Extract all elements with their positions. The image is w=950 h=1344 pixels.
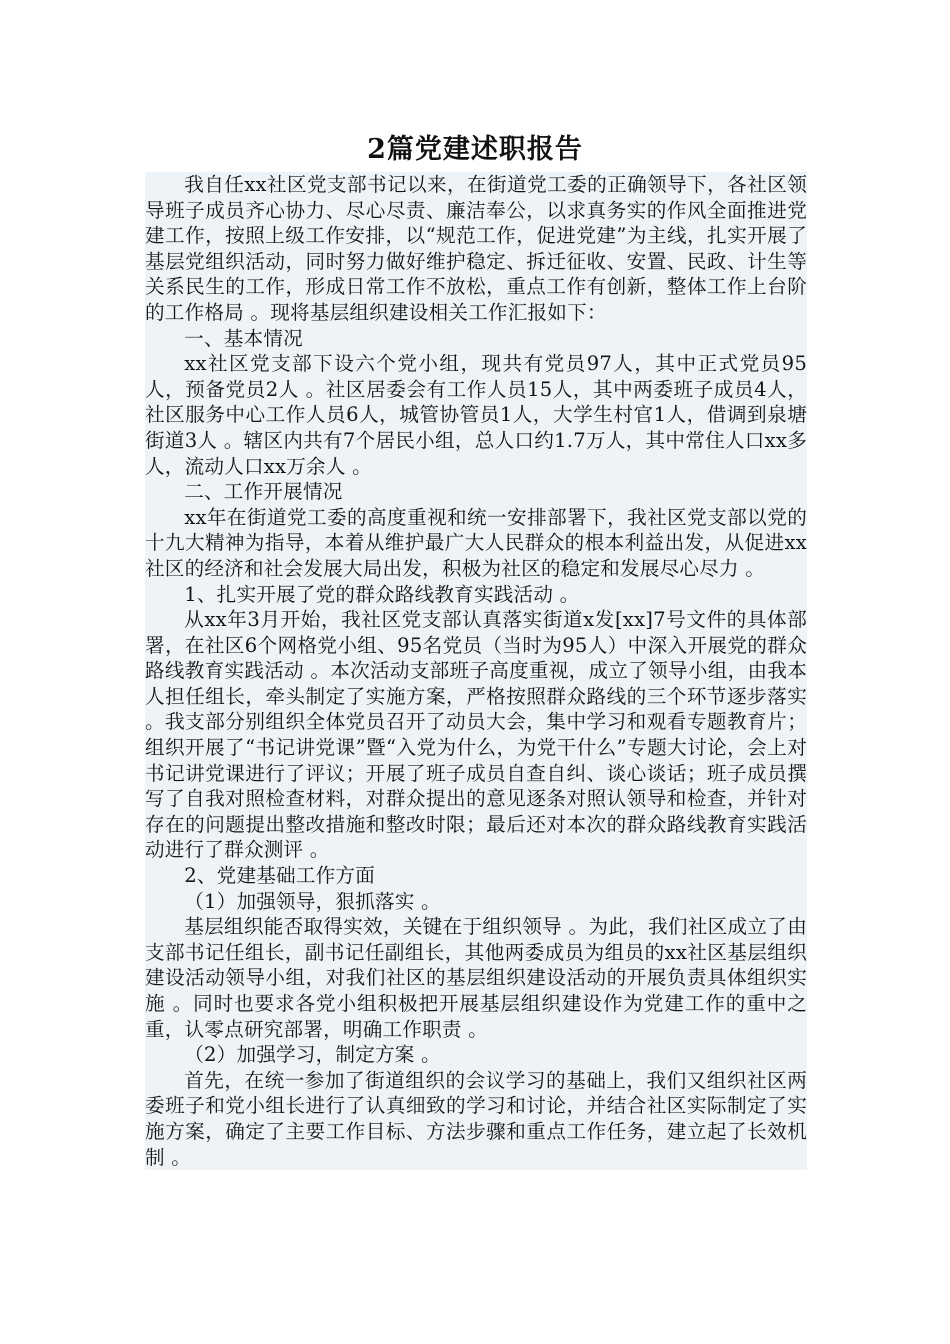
paragraph-intro: 我自任xx社区党支部书记以来，在街道党工委的正确领导下，各社区领导班子成员齐心协力、尽心尽责、廉洁奉公，以求真务实的作风全面推进党建工作，按照上级工作安排，以“规范工作，促进党建”为主线，扎实开展了基层党组织活动，同时努力做好维护稳定、拆迁征收、安置、民政、计生等关系民生的工作，形成日常工作不放松，重点工作有创新，整体工作上台阶的工作格局 。现将基层组织建设相关工作汇报如下：	[145, 173, 807, 324]
paragraph-study-plan: 首先，在统一参加了街道组织的会议学习的基础上，我们又组织社区两委班子和党小组长进行了认真细致的学习和讨论，并结合社区实际制定了实施方案，确定了主要工作目标、方法步骤和重点工作任务，建立起了长效机制 。	[145, 1068, 807, 1169]
subheading-leadership: （1）加强领导，狠抓落实 。	[184, 889, 441, 913]
paragraph-leadership: 基层组织能否取得实效，关键在于组织领导 。为此，我们社区成立了由支部书记任组长，副书记任副组长，其他两委成员为组员的xx社区基层组织建设活动领导小组，对我们社区的基层组织建设活动的开展负责具体组织实施 。同时也要求各党小组积极把开展基层组织建设作为党建工作的重中之重，认零点研究部署，明确工作职责 。	[145, 915, 807, 1041]
paragraph-work-progress: xx年在街道党工委的高度重视和统一安排部署下，我社区党支部以党的十九大精神为指导，本着从维护最广大人民群众的根本利益出发，从促进xx社区的经济和社会发展大局出发，积极为社区的稳定和发展尽心尽力 。	[145, 505, 807, 580]
document-title: 2篇党建述职报告	[367, 134, 583, 165]
subheading-party-building-basics: 2、党建基础工作方面	[184, 864, 375, 888]
subheading-mass-line: 1、扎实开展了党的群众路线教育实践活动 。	[184, 582, 580, 606]
paragraph-mass-line: 从xx年3月开始，我社区党支部认真落实街道x发[xx]7号文件的具体部署，在社区6个网格党小组、95名党员（当时为95人）中深入开展党的群众路线教育实践活动 。本次活动支部班子高度重视，成立了领导小组，由我本人担任组长，牵头制定了实施方案，严格按照群众路线的三个环节逐步落实 。我支部分别组织全体党员召开了动员大会，集中学习和观看专题教育片；组织开展了“书记讲党课”暨“入党为什么，为党干什么”专题大讨论，会上对书记讲党课进行了评议；开展了班子成员自查自纠、谈心谈话；班子成员撰写了自我对照检查材料，对群众提出的意见逐条对照认领导和检查，并针对存在的问题提出整改措施和整改时限；最后还对本次的群众路线教育实践活动进行了群众测评 。	[145, 608, 807, 862]
document-body	[145, 172, 807, 1170]
section-heading-work-progress: 二、工作开展情况	[184, 480, 343, 504]
paragraph-basic-situation: xx社区党支部下设六个党小组，现共有党员97人，其中正式党员95人，预备党员2人 。社区居委会有工作人员15人，其中两委班子成员4人，社区服务中心工作人员6人，城管协管员1人，大学生村官1人，借调到泉塘街道3人 。辖区内共有7个居民小组，总人口约1.7万人，其中常住人口xx多人，流动人口xx万余人 。	[145, 352, 807, 478]
section-heading-basic-situation: 一、基本情况	[184, 326, 303, 350]
subheading-study-plan: （2）加强学习，制定方案 。	[184, 1043, 441, 1067]
